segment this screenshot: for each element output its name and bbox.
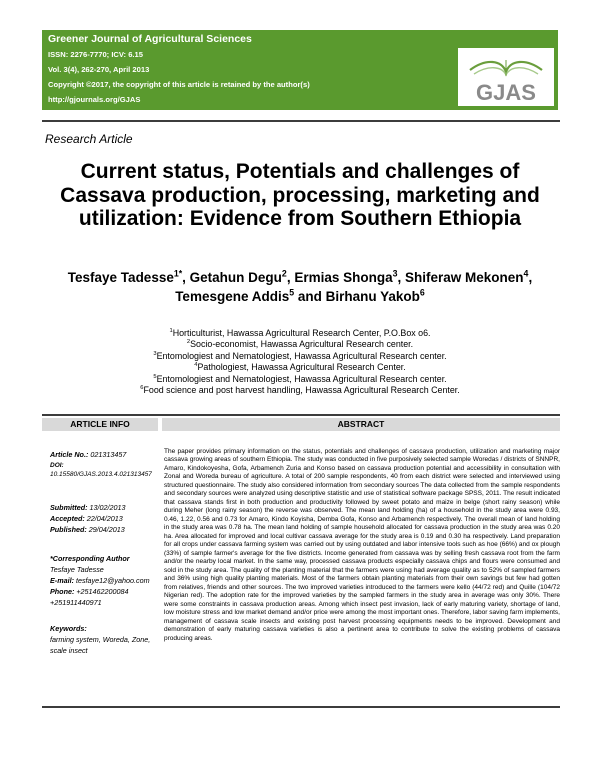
accepted-date: Accepted: 22/04/2013 (50, 514, 123, 523)
abstract-text: The paper provides primary information on the status, potentials and challenges of cassava production, utilization and marketing major cassava growing areas of southern Ethiopia. The study was conducted in five purposively selected sample Woredas / districts of SNNPR, Amaro, Kindokoyesha, Gofa, Arbamench Zuria and Konso based on cassava production potential and accessibility in consultation with Zonal and Woreda bureau of agriculture. A total of 200 sample respondents, 40 from each district were selected and interviewed using structured questionnaire. The study also considered information from secondary sources The data collected from the sample respondents and secondary sources were analyzed using descriptive statistic and use of statistical software package SPSS, 2011. The result indicated that cassava stands first in both production and productivity followed by sweet potato and maize in belge (short rainy season) while during Meher (long rainy season) the reverse was observed. The mean land holding (ha) of a household in the study area were 0.93, 0.46, 1.22, 0.56 and 0.73 for Amaro, Kindo Koyisha, Demba Gofa, Konso and Arbamench respectively. The overall mean of land holding in the study area was 0.78 ha. The mean land holding of sample household allocated for cassava production in the study area was 0.20 ha. Area allocated for improved and local cultivar cassava average for the study area is 0.19 and 0.30 ha respectively. Land preparation for all crops under cassava farming system was carried out by using outdated and labor intensive tools such as hoe (66%) and ox plough (33%) of sample farmer's average for the five districts. Income generated from cassava was by selling fresh cassava root from the farm and/or the nearby local market. In the same way, processed cassava products especially cassava chips and flours were consumed and sold in the study area. The quality of the planting material that the farmers were using had average quality as to 52% of sampled farmers and 36% using high quality planting materials. Most of the farmers obtain planting materials from their own savings but few had gotten from relatives, friends and other sources. The two improved varieties introduced to the farmers were kello (44/72 red) and Quille (104/72 Nigerian red). The adoption rate for the improved varieties by the sampled farmers in the study area in average was only 30%. There were some constraints in cassava production areas. Among which insect pest invasion, lack of early maturing variety, shortage of land, low moisture stress and low market demand and/or price were among the most important ones. Therefore, labor saving farm implements, management of cassava scale insects and existing post harvest processing equipments needs to be improved. Development and demonstration of early maturing cassava varieties is also a pertinent area to contribute to solve the existing problems of cassava producing areas. (164, 448, 560, 642)
abstract-heading: ABSTRACT (162, 418, 560, 431)
journal-volume: Vol. 3(4), 262-270, April 2013 (48, 65, 150, 74)
article-number: Article No.: 021313457 (50, 450, 127, 459)
affiliation-line: $^2$Socio-economist, Hawassa Agricultural Research center. (186, 339, 414, 350)
bottom-divider (42, 706, 560, 708)
affiliations (40, 328, 560, 396)
journal-copyright: Copyright ©2017, the copyright of this article is retained by the author(s) (48, 80, 310, 89)
corresponding-author-label: *Corresponding Author (50, 554, 130, 563)
submitted-date: Submitted: 13/02/2013 (50, 503, 126, 512)
article-title: Current status, Potentials and challenges of Cassava production, processing, marketing and utilization: Evidence from Southern Ethiopia (60, 160, 540, 230)
journal-name: Greener Journal of Agricultural Sciences (48, 33, 252, 45)
corresponding-email: E-mail: tesfaye12@yahoo.com (50, 576, 150, 585)
author: Birhanu Yakob$^6$ (325, 287, 425, 304)
keywords-label: Keywords: (50, 624, 87, 633)
affiliation-line: $^5$Entomologiest and Nematologiest, Hawassa Agricultural Research center. (153, 373, 447, 384)
author: Getahun Degu$^2$, (189, 268, 295, 285)
author: Shiferaw Mekonen$^4$, (405, 268, 533, 285)
logo-text: GJAS (476, 80, 536, 105)
gjas-logo (458, 48, 554, 106)
corresponding-phone: Phone: +251462200084 (50, 587, 129, 596)
journal-issn: ISSN: 2276-7770; ICV: 6.15 (48, 50, 143, 59)
author-list (60, 268, 540, 306)
published-date: Published: 29/04/2013 (50, 525, 125, 534)
article-doi: DOI: 10.15580/GJAS.2013.4.021313457 (50, 462, 152, 479)
affiliation-line: $^6$Food science and post harvest handling, Hawassa Agricultural Research Center. (140, 385, 460, 396)
book-logo-icon (458, 48, 554, 106)
article-info-heading: ARTICLE INFO (42, 418, 158, 431)
keywords: farming system, Woreda, Zone, scale insect (50, 635, 151, 655)
article-type: Research Article (45, 132, 133, 146)
corresponding-phone-2: +251911440971 (50, 598, 102, 607)
affiliation-line: $^4$Pathologiest, Hawassa Agricultural Research Center. (194, 362, 406, 373)
corresponding-author-name: Tesfaye Tadesse (50, 565, 104, 574)
affiliation-line: $^3$Entomologiest and Nematologiest, Hawassa Agricultural Research center. (153, 350, 447, 361)
affiliation-line: $^1$Horticulturist, Hawassa Agricultural Research Center, P.O.Box o6. (169, 328, 431, 338)
author: Tesfaye Tadesse$^{1*}$, (67, 268, 190, 285)
section-divider (42, 414, 560, 416)
journal-url[interactable]: http://gjournals.org/GJAS (48, 95, 141, 104)
author: Temesgene Addis$^5$ and (175, 287, 326, 304)
author: Ermias Shonga$^3$, (294, 268, 406, 285)
header-divider (42, 120, 560, 122)
